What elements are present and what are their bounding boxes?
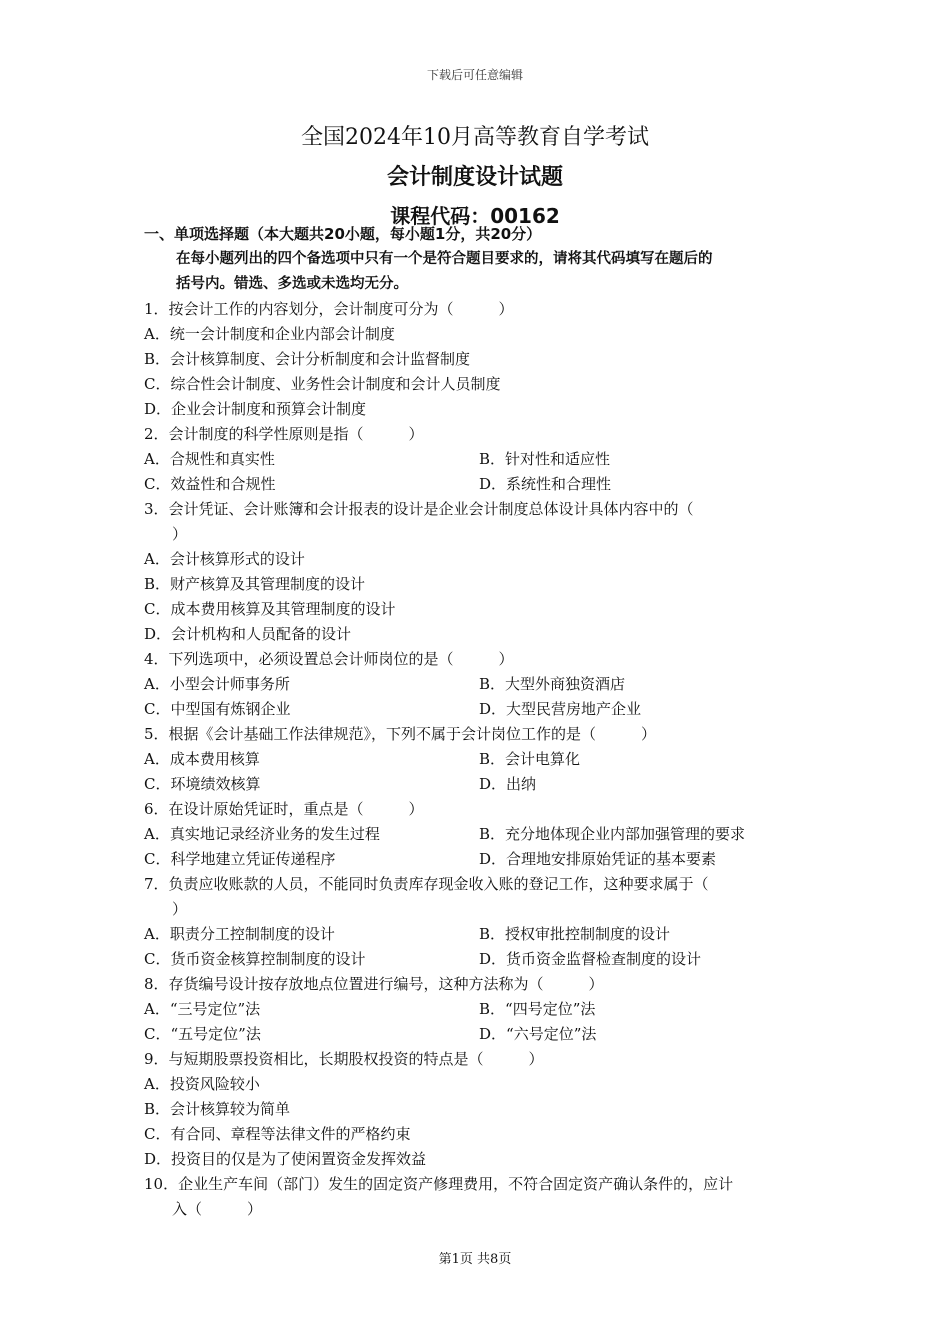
question-8-option-d: D．“六号定位”法 [479, 1025, 597, 1043]
question-5-stem: 5．根据《会计基础工作法律规范》，下列不属于会计岗位工作的是（ ） [144, 725, 657, 743]
question-7-option-c: C．货币资金核算控制制度的设计 [144, 950, 366, 968]
exam-title: 全国2024年10月高等教育自学考试 [301, 125, 649, 150]
question-6-option-a: A．真实地记录经济业务的发生过程 [144, 825, 380, 843]
question-9-stem: 9．与短期股票投资相比，长期股权投资的特点是（ ） [144, 1050, 544, 1068]
question-2-option-b: B．针对性和适应性 [479, 450, 611, 468]
question-10-stem: 10．企业生产车间（部门）发生的固定资产修理费用，不符合固定资产确认条件的，应计 [144, 1175, 734, 1193]
question-8-options-row1 [144, 997, 814, 1022]
question-8-stem: 8．存货编号设计按存放地点位置进行编号，这种方法称为（ ） [144, 975, 604, 993]
exam-subject-title: 会计制度设计试题 [386, 165, 563, 190]
question-8-options-row2 [144, 1022, 814, 1047]
question-5-option-d: D．出纳 [479, 775, 537, 793]
question-7-option-a: A．职责分工控制制度的设计 [144, 925, 335, 943]
question-4-option-d: D．大型民营房地产企业 [479, 700, 642, 718]
question-2-option-d: D．系统性和合理性 [479, 475, 612, 493]
section-instruction-line1: 在每小题列出的四个备选项中只有一个是符合题目要求的，请将其代码填写在题后的 [176, 251, 713, 267]
question-10-stem-continuation: 入（ ） [172, 1200, 263, 1218]
question-7-options-row1 [144, 922, 814, 947]
question-3-option-c: C．成本费用核算及其管理制度的设计 [144, 600, 396, 618]
course-code: 课程代码：00162 [390, 204, 560, 228]
question-1-stem: 1．按会计工作的内容划分，会计制度可分为（ ） [144, 300, 514, 318]
question-2-option-c: C．效益性和合规性 [144, 475, 276, 493]
question-9-option-b: B．会计核算较为简单 [144, 1100, 291, 1118]
question-4-options-row1 [144, 672, 814, 697]
question-4-stem: 4．下列选项中，必须设置总会计师岗位的是（ ） [144, 650, 514, 668]
question-5-options-row2 [144, 772, 814, 797]
question-9-option-d: D．投资目的仅是为了使闲置资金发挥效益 [144, 1150, 427, 1168]
question-1-option-d: D．企业会计制度和预算会计制度 [144, 400, 367, 418]
question-6-option-b: B．充分地体现企业内部加强管理的要求 [479, 825, 746, 843]
question-2-stem: 2．会计制度的科学性原则是指（ ） [144, 425, 424, 443]
section-instruction-line2: 括号内。错选、多选或未选均无分。 [176, 276, 408, 292]
question-3-stem: 3．会计凭证、会计账簿和会计报表的设计是企业会计制度总体设计具体内容中的（ [144, 500, 694, 518]
question-9-option-a: A．投资风险较小 [144, 1075, 260, 1093]
question-3-option-b: B．财产核算及其管理制度的设计 [144, 575, 366, 593]
header-note: 下载后可任意编辑 [426, 68, 523, 82]
question-1-option-b: B．会计核算制度、会计分析制度和会计监督制度 [144, 350, 471, 368]
question-5-option-b: B．会计电算化 [479, 750, 581, 768]
question-7-option-d: D．货币资金监督检查制度的设计 [479, 950, 702, 968]
question-6-options-row2 [144, 847, 814, 872]
question-5-option-a: A．成本费用核算 [144, 750, 260, 768]
question-body [144, 222, 814, 1222]
question-8-option-a: A．“三号定位”法 [144, 1000, 261, 1018]
question-7-stem: 7．负责应收账款的人员，不能同时负责库存现金收入账的登记工作，这种要求属于（ [144, 875, 709, 893]
question-8-option-b: B．“四号定位”法 [479, 1000, 596, 1018]
question-8-option-c: C．“五号定位”法 [144, 1025, 261, 1043]
question-5-options-row1 [144, 747, 814, 772]
question-2-option-a: A．合规性和真实性 [144, 450, 275, 468]
question-6-stem: 6．在设计原始凭证时，重点是（ ） [144, 800, 424, 818]
question-7-option-b: B．授权审批控制制度的设计 [479, 925, 671, 943]
question-5-option-c: C．环境绩效核算 [144, 775, 261, 793]
question-4-option-a: A．小型会计师事务所 [144, 675, 290, 693]
question-3-option-d: D．会计机构和人员配备的设计 [144, 625, 352, 643]
question-3-option-a: A．会计核算形式的设计 [144, 550, 305, 568]
question-1-option-c: C．综合性会计制度、业务性会计制度和会计人员制度 [144, 375, 501, 393]
question-6-option-d: D．合理地安排原始凭证的基本要素 [479, 850, 717, 868]
question-9-option-c: C．有合同、章程等法律文件的严格约束 [144, 1125, 411, 1143]
question-4-options-row2 [144, 697, 814, 722]
question-4-option-c: C．中型国有炼钢企业 [144, 700, 291, 718]
question-6-options-row1 [144, 822, 814, 847]
question-2-options-row2 [144, 472, 814, 497]
page-footer: 第1页 共8页 [438, 1252, 512, 1267]
question-2-options-row1 [144, 447, 814, 472]
question-7-stem-continuation: ） [172, 900, 188, 918]
question-6-option-c: C．科学地建立凭证传递程序 [144, 850, 336, 868]
section-heading: 一、单项选择题（本大题共20小题，每小题1分，共20分） [144, 225, 542, 243]
question-3-stem-continuation: ） [172, 525, 188, 543]
question-7-options-row2 [144, 947, 814, 972]
question-4-option-b: B．大型外商独资酒店 [479, 675, 626, 693]
question-1-option-a: A．统一会计制度和企业内部会计制度 [144, 325, 395, 343]
